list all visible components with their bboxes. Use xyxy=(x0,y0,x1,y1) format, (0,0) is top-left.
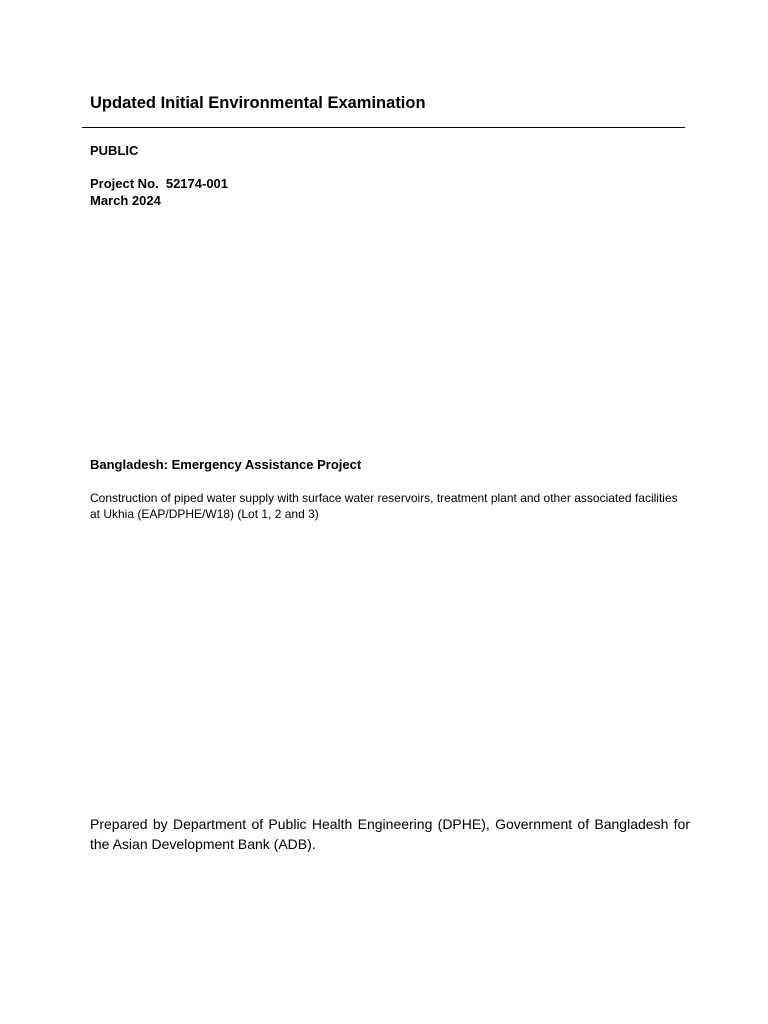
project-description: Construction of piped water supply with surface water reservoirs, treatment plant and other associated facilities at Ukhia (EAP/DPHE/W18) (Lot 1, 2 and 3) xyxy=(90,491,678,521)
document-title: Updated Initial Environmental Examination xyxy=(90,94,426,112)
document-date: March 2024 xyxy=(90,193,161,208)
title-divider xyxy=(82,127,685,128)
classification-label: PUBLIC xyxy=(90,143,139,158)
project-title: Bangladesh: Emergency Assistance Project xyxy=(90,457,362,472)
prepared-by-statement: Prepared by Department of Public Health Engineering (DPHE), Government of Bangladesh for the Asian Development Bank (ADB). xyxy=(90,816,690,852)
project-number: Project No. 52174-001 xyxy=(90,176,229,191)
